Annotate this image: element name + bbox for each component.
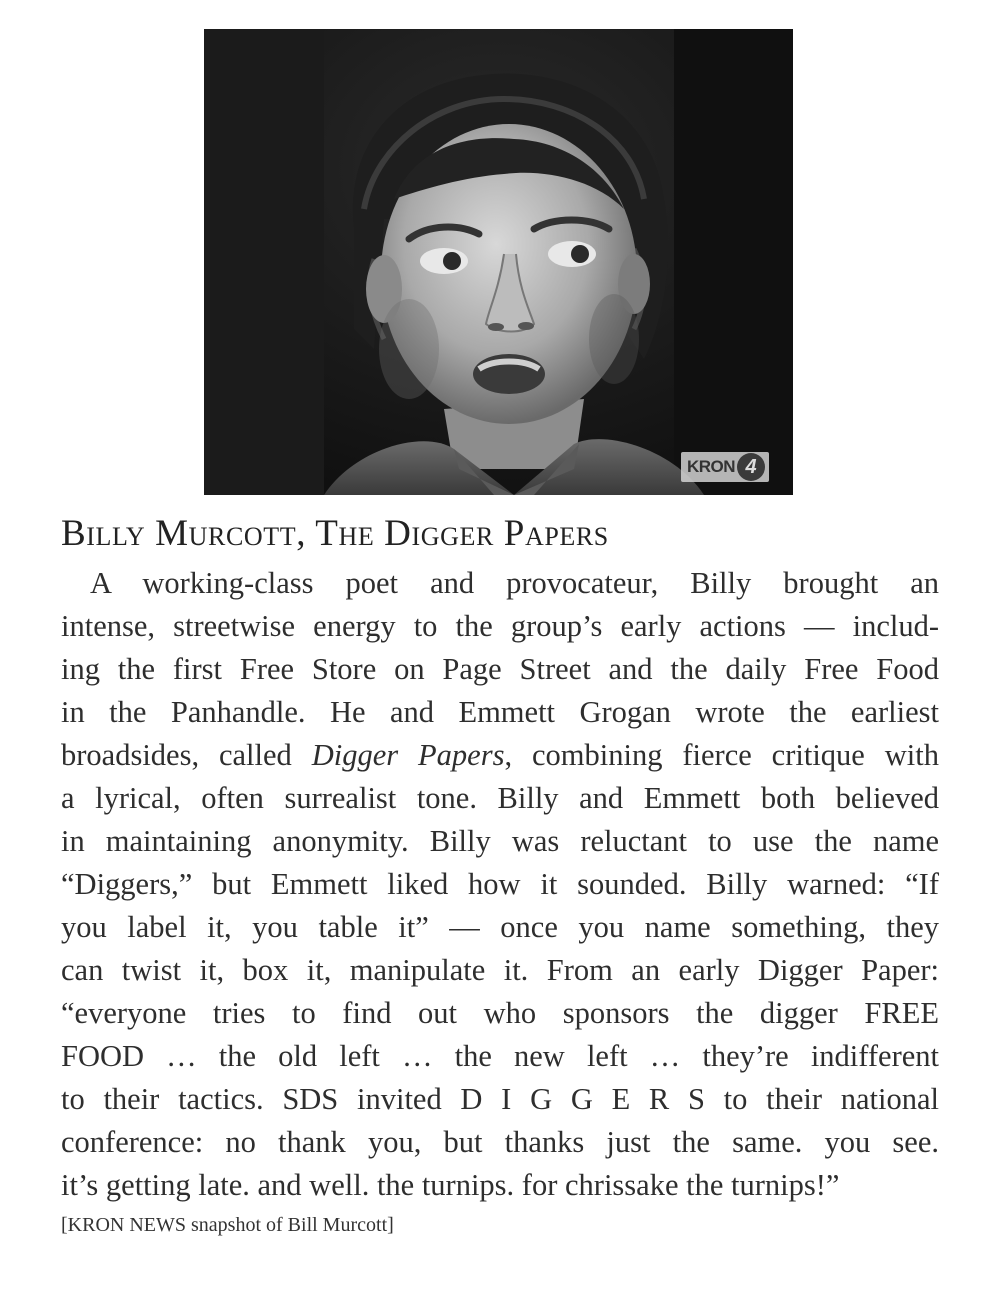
body-line: it’s getting late. and well. the turnips. for chrissake the turnips!” xyxy=(61,1168,840,1202)
body-line: to their tactics. SDS invited D I G G E R S to their national xyxy=(61,1082,939,1116)
caption-text: snapshot of Bill Murcott xyxy=(186,1214,388,1236)
caption-source: KRON NEWS xyxy=(67,1214,187,1236)
portrait-image xyxy=(204,29,793,495)
kron-watermark-text: KRON xyxy=(686,457,735,476)
body-line: in maintaining anonymity. Billy was reluctant to use the name xyxy=(61,824,939,858)
caption-open-bracket: [ xyxy=(61,1214,68,1236)
body-line: FOOD … the old left … the new left … they’re indifferent xyxy=(61,1039,939,1073)
italic-title: Digger Papers xyxy=(311,738,505,772)
body-line: you label it, you table it” — once you name something, they xyxy=(61,910,939,944)
kron-watermark-number: 4 xyxy=(737,453,765,481)
body-line: a lyrical, often surrealist tone. Billy and Emmett both believed xyxy=(61,781,939,815)
body-line: A working-class poet and provocateur, Billy brought an xyxy=(90,566,939,600)
kron4-watermark xyxy=(681,452,769,482)
body-paragraph xyxy=(61,562,939,1207)
body-line: intense, streetwise energy to the group’s early actions — includ- xyxy=(61,609,939,643)
body-line: “everyone tries to find out who sponsors the digger FREE xyxy=(61,996,939,1030)
caption-close-bracket: ] xyxy=(387,1214,394,1236)
body-line: conference: no thank you, but thanks just the same. you see. xyxy=(61,1125,939,1159)
body-line: can twist it, box it, manipulate it. From an early Digger Paper: xyxy=(61,953,939,987)
body-line: ing the first Free Store on Page Street and the daily Free Food xyxy=(61,652,939,686)
body-line: in the Panhandle. He and Emmett Grogan wrote the earliest xyxy=(61,695,939,729)
section-heading: Billy Murcott, The Digger Papers xyxy=(61,513,609,554)
portrait-photo xyxy=(204,29,793,495)
photo-caption xyxy=(61,1214,394,1237)
body-line: “Diggers,” but Emmett liked how it sounded. Billy warned: “If xyxy=(61,867,939,901)
body-line: broadsides, called Digger Papers, combining fierce critique with xyxy=(61,738,939,772)
